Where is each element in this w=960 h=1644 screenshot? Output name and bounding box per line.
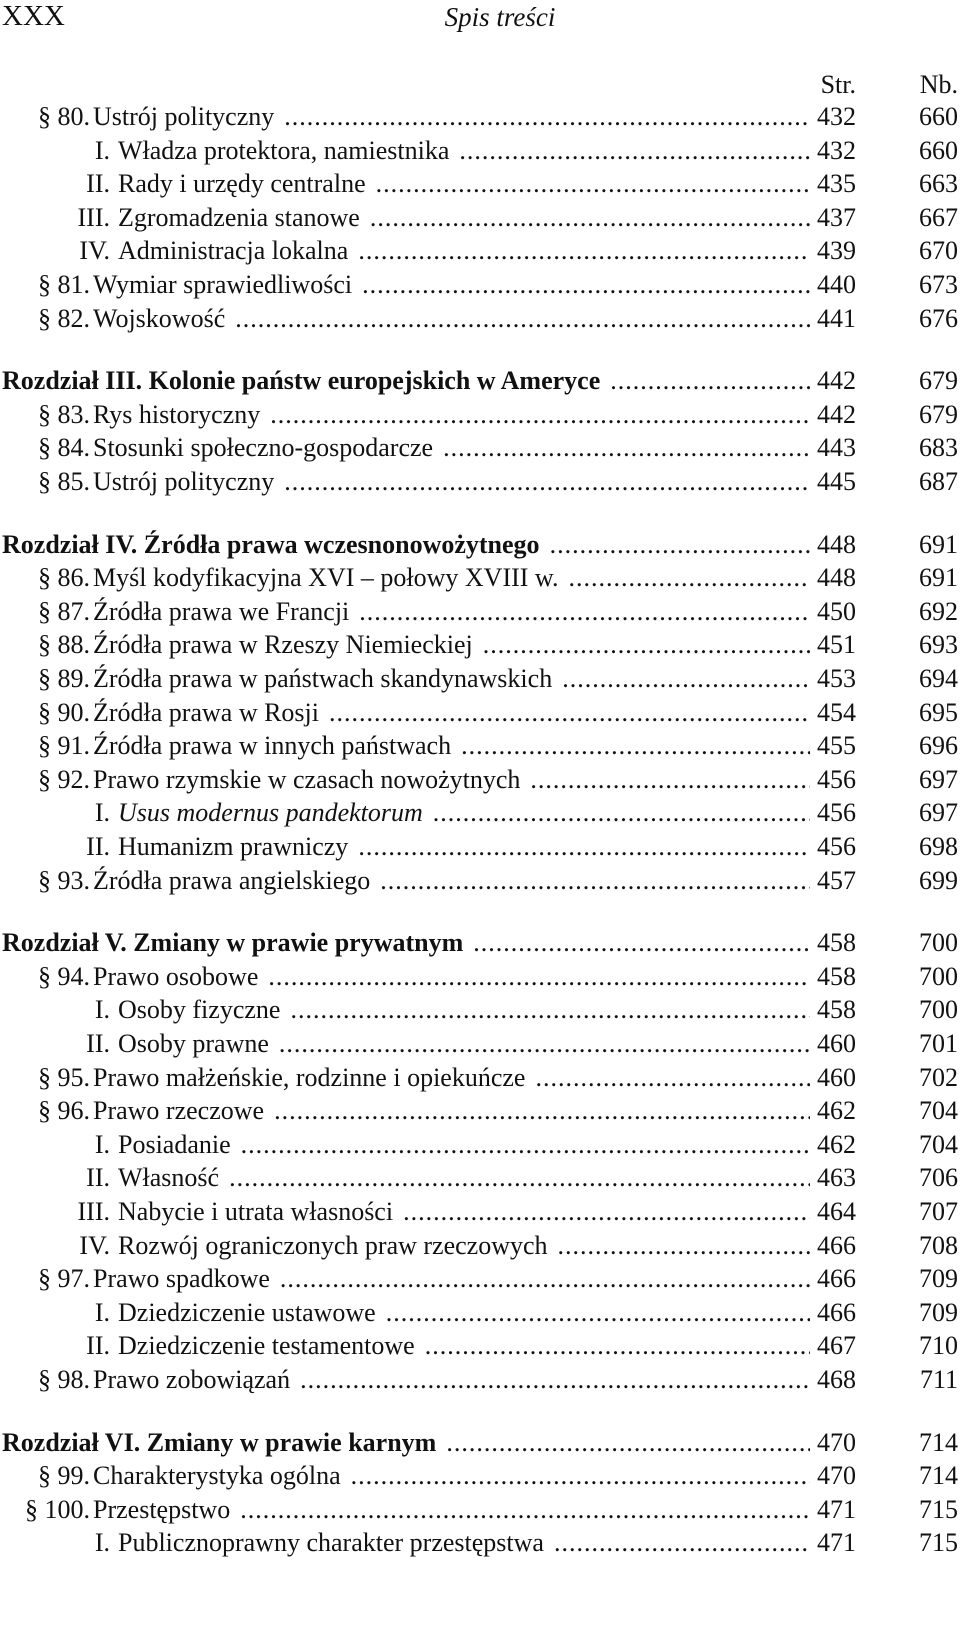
page-str: 471 <box>817 1528 856 1558</box>
entry-title: Publicznoprawny charakter przestępstwa <box>118 1528 544 1558</box>
entry-title-leader <box>93 465 810 499</box>
margin-number-nb: 667 <box>919 202 958 232</box>
margin-number-nb: 697 <box>919 764 958 794</box>
section-number: § 90. <box>38 697 90 727</box>
dot-leader <box>433 796 810 830</box>
entry-title: Usus modernus pandektorum <box>118 798 423 828</box>
dot-leader <box>358 234 810 268</box>
subsection-row <box>0 1296 960 1330</box>
entry-title-leader <box>93 960 810 994</box>
entry-title: Posiadanie <box>118 1129 231 1159</box>
entry-title: Przestępstwo <box>93 1494 231 1524</box>
margin-number-nb: 708 <box>919 1230 958 1260</box>
page-str: 458 <box>817 961 856 991</box>
subsection-row <box>0 1161 960 1195</box>
page-str: 460 <box>817 1062 856 1092</box>
dot-leader <box>443 431 810 465</box>
entry-title-leader <box>93 1262 810 1296</box>
subsection-number: III. <box>77 1197 110 1226</box>
margin-number-nb: 700 <box>919 928 958 958</box>
subsection-number: I. <box>94 1297 110 1327</box>
entry-title: Prawo osobowe <box>93 961 259 991</box>
section-row <box>0 398 960 432</box>
entry-title-leader <box>2 926 810 960</box>
entry-title-leader <box>118 796 810 830</box>
dot-leader <box>376 167 810 201</box>
subsection-number: II. <box>86 832 110 861</box>
page-str: 457 <box>817 865 856 895</box>
page-str: 470 <box>817 1427 856 1457</box>
entry-title-leader <box>93 398 810 432</box>
section-row <box>0 763 960 797</box>
dot-leader <box>284 465 810 499</box>
margin-number-nb: 660 <box>919 135 958 165</box>
entry-title: Prawo rzymskie w czasach nowożytnych <box>93 764 521 794</box>
subsection-row <box>0 1195 960 1229</box>
entry-title-leader <box>93 662 810 696</box>
dot-leader <box>362 268 810 302</box>
running-title: Spis treści <box>444 2 556 32</box>
dot-leader <box>358 830 810 864</box>
dot-leader <box>461 729 810 763</box>
subsection-number: IV. <box>79 236 110 266</box>
section-number: § 97. <box>38 1264 90 1294</box>
section-row <box>0 561 960 595</box>
page-str: 439 <box>817 236 856 266</box>
margin-number-nb: 711 <box>919 1365 958 1394</box>
entry-title: Wymiar sprawiedliwości <box>93 270 353 299</box>
section-number: § 91. <box>38 731 90 761</box>
subsection-number: II. <box>86 1029 110 1058</box>
entry-title-leader <box>118 134 810 168</box>
entry-title-leader <box>118 201 810 235</box>
margin-number-nb: 676 <box>919 303 958 333</box>
section-row <box>0 595 960 629</box>
entry-title: Ustrój polityczny <box>93 102 275 131</box>
page-str: 432 <box>817 102 856 131</box>
entry-title-leader <box>118 1027 810 1061</box>
entry-title-leader <box>118 1329 810 1363</box>
page-str: 440 <box>817 270 856 299</box>
margin-number-nb: 701 <box>919 1029 958 1058</box>
page-str: 442 <box>817 399 856 429</box>
entry-title-leader <box>93 100 810 134</box>
section-row <box>0 1262 960 1296</box>
dot-leader <box>241 1128 810 1162</box>
dot-leader <box>530 763 810 797</box>
page-str: 454 <box>817 697 856 727</box>
section-number: § 94. <box>38 961 90 991</box>
section-number: § 82. <box>38 303 90 333</box>
entry-title-leader <box>93 696 810 730</box>
page-str: 456 <box>817 832 856 861</box>
subsection-number: II. <box>86 1163 110 1193</box>
entry-title: Własność <box>118 1163 220 1193</box>
section-row <box>0 729 960 763</box>
subsection-row <box>0 234 960 268</box>
margin-number-nb: 698 <box>919 832 958 861</box>
entry-title: Rozdział III. Kolonie państw europejskich w Ameryce <box>2 366 601 396</box>
section-row <box>0 696 960 730</box>
entry-title: Humanizm prawniczy <box>118 832 349 861</box>
entry-title: Władza protektora, namiestnika <box>118 135 450 165</box>
page-str: 445 <box>817 467 856 496</box>
subsection-row <box>0 1229 960 1263</box>
dot-leader <box>550 528 810 562</box>
entry-title-leader <box>118 234 810 268</box>
section-row <box>0 864 960 898</box>
margin-number-nb: 694 <box>919 664 958 693</box>
entry-title: Zgromadzenia stanowe <box>118 202 360 232</box>
section-number: § 81. <box>38 270 90 299</box>
margin-number-nb: 679 <box>919 399 958 429</box>
dot-leader <box>610 364 810 398</box>
page-str: 463 <box>817 1163 856 1193</box>
subsection-row <box>0 796 960 830</box>
page-str: 432 <box>817 135 856 165</box>
section-number: § 84. <box>38 433 90 463</box>
section-number: § 99. <box>38 1461 90 1491</box>
margin-number-nb: 702 <box>919 1062 958 1092</box>
entry-title: Rys historyczny <box>93 399 261 429</box>
entry-title-leader <box>93 628 810 662</box>
dot-leader <box>446 1426 810 1460</box>
page-str: 471 <box>817 1494 856 1524</box>
dot-leader <box>459 134 810 168</box>
margin-number-nb: 700 <box>919 961 958 991</box>
entry-title: Rady i urzędy centralne <box>118 169 366 199</box>
page-header <box>0 0 960 40</box>
margin-number-nb: 663 <box>919 169 958 199</box>
margin-number-nb: 693 <box>919 630 958 660</box>
entry-title: Dziedziczenie testamentowe <box>118 1331 415 1361</box>
dot-leader <box>329 696 810 730</box>
section-row <box>0 1459 960 1493</box>
entry-title-leader <box>2 528 810 562</box>
entry-title: Rozwój ograniczonych praw rzeczowych <box>118 1230 548 1260</box>
entry-title: Rozdział V. Zmiany w prawie prywatnym <box>2 928 464 958</box>
page-str: 470 <box>817 1461 856 1491</box>
entry-title: Źródła prawa w innych państwach <box>93 731 452 761</box>
dot-leader <box>240 1493 810 1527</box>
subsection-number: II. <box>86 169 110 199</box>
column-header-str: Str. <box>820 70 856 99</box>
subsection-number: IV. <box>79 1230 110 1260</box>
section-row <box>0 268 960 302</box>
page-str: 466 <box>817 1264 856 1294</box>
entry-title: Dziedziczenie ustawowe <box>118 1297 376 1327</box>
entry-title: Charakterystyka ogólna <box>93 1461 341 1491</box>
margin-number-nb: 679 <box>919 366 958 396</box>
dot-leader <box>569 561 810 595</box>
section-row <box>0 1061 960 1095</box>
entry-title: Prawo rzeczowe <box>93 1096 265 1126</box>
section-row <box>0 1493 960 1527</box>
entry-title: Wojskowość <box>93 303 226 333</box>
entry-title-leader <box>93 1363 810 1397</box>
entry-title: Prawo spadkowe <box>93 1264 270 1294</box>
margin-number-nb: 715 <box>919 1494 958 1524</box>
dot-leader <box>483 628 810 662</box>
dot-leader <box>279 1027 810 1061</box>
entry-title-leader <box>93 268 810 302</box>
section-row <box>0 1363 960 1397</box>
page-str: 448 <box>817 563 856 593</box>
page-str: 441 <box>817 303 856 333</box>
entry-title-leader <box>93 1493 810 1527</box>
dot-leader <box>268 960 810 994</box>
section-row <box>0 1094 960 1128</box>
margin-number-nb: 660 <box>919 102 958 131</box>
page-str: 468 <box>817 1365 856 1394</box>
margin-number-nb: 714 <box>919 1461 958 1491</box>
dot-leader <box>351 1459 810 1493</box>
page-str: 437 <box>817 202 856 232</box>
entry-title-leader <box>118 993 810 1027</box>
subsection-number: I. <box>94 798 110 828</box>
dot-leader <box>284 100 810 134</box>
section-number: § 85. <box>38 467 90 496</box>
entry-title: Osoby fizyczne <box>118 995 281 1025</box>
page-str: 442 <box>817 366 856 396</box>
subsection-row <box>0 167 960 201</box>
section-number: § 92. <box>38 764 90 794</box>
entry-title-leader <box>118 1161 810 1195</box>
chapter-row <box>0 528 960 562</box>
entry-title-leader <box>118 1195 810 1229</box>
margin-number-nb: 709 <box>919 1264 958 1294</box>
entry-title: Stosunki społeczno-gospodarcze <box>93 433 434 463</box>
dot-leader <box>229 1161 810 1195</box>
entry-title-leader <box>93 763 810 797</box>
page-str: 458 <box>817 995 856 1025</box>
entry-title: Źródła prawa w państwach skandynawskich <box>93 664 553 693</box>
entry-title: Źródła prawa we Francji <box>93 596 350 626</box>
subsection-number: I. <box>94 135 110 165</box>
margin-number-nb: 715 <box>919 1528 958 1558</box>
subsection-row <box>0 830 960 864</box>
entry-title-leader <box>93 431 810 465</box>
margin-number-nb: 691 <box>919 563 958 593</box>
subsection-row <box>0 993 960 1027</box>
section-row <box>0 302 960 336</box>
page-str: 462 <box>817 1096 856 1126</box>
section-row <box>0 960 960 994</box>
margin-number-nb: 673 <box>919 270 958 299</box>
entry-title: Rozdział IV. Źródła prawa wczesnonowożytnego <box>2 529 540 559</box>
section-number: § 89. <box>38 664 90 693</box>
entry-title-leader <box>93 561 810 595</box>
entry-title: Ustrój polityczny <box>93 467 275 496</box>
chapter-row <box>0 364 960 398</box>
page-str: 455 <box>817 731 856 761</box>
margin-number-nb: 695 <box>919 697 958 727</box>
dot-leader <box>290 993 810 1027</box>
dot-leader <box>473 926 810 960</box>
page-str: 451 <box>817 630 856 660</box>
entry-title: Nabycie i utrata własności <box>118 1197 394 1226</box>
dot-leader <box>300 1363 810 1397</box>
section-number: § 98. <box>38 1365 90 1394</box>
subsection-row <box>0 201 960 235</box>
margin-number-nb: 704 <box>919 1129 958 1159</box>
dot-leader <box>425 1329 810 1363</box>
subsection-number: I. <box>94 995 110 1025</box>
margin-number-nb: 710 <box>919 1331 958 1361</box>
page-str: 466 <box>817 1297 856 1327</box>
dot-leader <box>370 201 810 235</box>
dot-leader <box>380 864 810 898</box>
subsection-number: II. <box>86 1331 110 1361</box>
margin-number-nb: 697 <box>919 798 958 828</box>
entry-title-leader <box>118 167 810 201</box>
page-str: 464 <box>817 1197 856 1226</box>
section-number: § 80. <box>38 102 90 131</box>
entry-title-leader <box>93 1459 810 1493</box>
section-row <box>0 662 960 696</box>
entry-title-leader <box>93 1061 810 1095</box>
page-str: 456 <box>817 798 856 828</box>
page-str: 448 <box>817 529 856 559</box>
entry-title-leader <box>93 595 810 629</box>
margin-number-nb: 709 <box>919 1297 958 1327</box>
entry-title: Źródła prawa w Rosji <box>93 697 320 727</box>
entry-title: Administracja lokalna <box>118 236 349 266</box>
margin-number-nb: 691 <box>919 529 958 559</box>
entry-title: Prawo zobowiązań <box>93 1365 291 1394</box>
entry-title-leader <box>118 1526 810 1560</box>
margin-number-nb: 714 <box>919 1427 958 1457</box>
subsection-row <box>0 134 960 168</box>
subsection-number: I. <box>94 1528 110 1558</box>
section-row <box>0 431 960 465</box>
margin-number-nb: 699 <box>919 865 958 895</box>
section-number: § 96. <box>38 1096 90 1126</box>
dot-leader <box>535 1061 810 1095</box>
page-str: 453 <box>817 664 856 693</box>
entry-title: Prawo małżeńskie, rodzinne i opiekuńcze <box>93 1062 526 1092</box>
section-number: § 83. <box>38 399 90 429</box>
page-str: 435 <box>817 169 856 199</box>
margin-number-nb: 692 <box>919 596 958 626</box>
subsection-row <box>0 1027 960 1061</box>
section-row <box>0 100 960 134</box>
dot-leader <box>554 1526 810 1560</box>
section-number: § 95. <box>38 1062 90 1092</box>
page-str: 460 <box>817 1029 856 1058</box>
entry-title-leader <box>118 1296 810 1330</box>
entry-title-leader <box>2 1426 810 1460</box>
page-str: 466 <box>817 1230 856 1260</box>
section-number: § 100. <box>25 1494 90 1524</box>
entry-title: Źródła prawa angielskiego <box>93 865 371 895</box>
entry-title-leader <box>93 729 810 763</box>
section-number: § 93. <box>38 865 90 895</box>
dot-leader <box>235 302 810 336</box>
entry-title-leader <box>93 302 810 336</box>
page-str: 450 <box>817 596 856 626</box>
dot-leader <box>270 398 810 432</box>
chapter-row <box>0 926 960 960</box>
margin-number-nb: 683 <box>919 433 958 463</box>
margin-number-nb: 696 <box>919 731 958 761</box>
margin-number-nb: 706 <box>919 1163 958 1193</box>
dot-leader <box>359 595 810 629</box>
margin-number-nb: 700 <box>919 995 958 1025</box>
entry-title: Myśl kodyfikacyjna XVI – połowy XVIII w. <box>93 563 559 593</box>
page-number: XXX <box>2 0 65 32</box>
dot-leader <box>562 662 810 696</box>
dot-leader <box>403 1195 810 1229</box>
dot-leader <box>280 1262 810 1296</box>
section-row <box>0 628 960 662</box>
section-number: § 87. <box>38 596 90 626</box>
margin-number-nb: 687 <box>919 467 958 496</box>
entry-title-leader <box>118 1229 810 1263</box>
entry-title-leader <box>93 864 810 898</box>
dot-leader <box>274 1094 810 1128</box>
entry-title-leader <box>93 1094 810 1128</box>
page-str: 467 <box>817 1331 856 1361</box>
margin-number-nb: 704 <box>919 1096 958 1126</box>
entry-title-leader <box>118 830 810 864</box>
subsection-row <box>0 1329 960 1363</box>
subsection-row <box>0 1128 960 1162</box>
page-str: 456 <box>817 764 856 794</box>
page-str: 458 <box>817 928 856 958</box>
subsection-number: III. <box>77 202 110 232</box>
margin-number-nb: 707 <box>919 1197 958 1226</box>
subsection-row <box>0 1526 960 1560</box>
chapter-row <box>0 1426 960 1460</box>
entry-title: Rozdział VI. Zmiany w prawie karnym <box>2 1427 437 1457</box>
section-number: § 86. <box>38 563 90 593</box>
entry-title: Osoby prawne <box>118 1029 269 1058</box>
entry-title-leader <box>118 1128 810 1162</box>
dot-leader <box>558 1229 810 1263</box>
subsection-number: I. <box>94 1129 110 1159</box>
column-header-nb: Nb. <box>919 70 958 99</box>
section-number: § 88. <box>38 630 90 660</box>
dot-leader <box>386 1296 810 1330</box>
page-str: 443 <box>817 433 856 463</box>
margin-number-nb: 670 <box>919 236 958 266</box>
entry-title: Źródła prawa w Rzeszy Niemieckiej <box>93 630 473 660</box>
section-row <box>0 465 960 499</box>
page-str: 462 <box>817 1129 856 1159</box>
entry-title-leader <box>2 364 810 398</box>
